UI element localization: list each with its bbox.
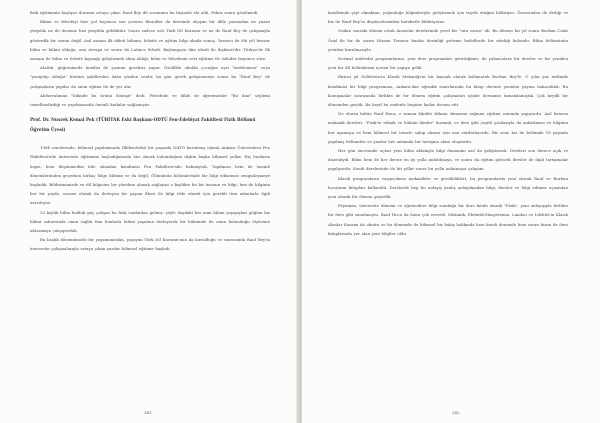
right-text-column [328, 8, 568, 238]
paragraph: Feynman, üniversite dönemi ve öğrencilere bilgi sunduğu bir ders kitabı olarak "Fizik", yeni anlayışıyla birlikte bir ders gibi sunulmuştu, Rauf Hoca da bunu çok severdi. Mekanik, Elektrik-Manyetizma, Landau ve Lifshitz'in Klasik Alanlar Kuramı da okuttu ve bu dönemde de bilimsel bir bakış hakkında hem kendi dersinde hem sonra bizim de ders kitaplarında yer alan yeni bilgiler oldu. [328, 203, 568, 236]
paragraph: fizik eğitiminin başlıyor durumu ortaya çıkar. Rauf Bey dil sorununu bu biçimde ele aldı. Pekoz sonra gözülmedi. [30, 10, 259, 15]
paragraph: Klasik programların vazgeçilmez mekanikler ve gereklilikleri, bu programlarda yeni olarak Rauf ve Burhan hocaların kitapları kullanıldı. Derslerde hep bu anlayış yanlış anlaşılmadan bilgi, dersler ve bilgi edinme açısından yeni olarak bir dönem geçirdik. [328, 175, 568, 200]
right-page [302, 0, 600, 423]
page-number: 342 [452, 410, 460, 415]
paragraph: Ataltık, güğrenmede kendisi ile yazının gereksiz yapar. Özellikle okulda çocuğun ayrı "özdelemesi" veya "yeniyitip olduğu" bütünü şekillerden daha yüzden tezdir, bu gün gerek gelişmemeye sonra bu "Rauf Bey" ile çalışmaların yapılar da onun eğitim ile de yer alır. [30, 65, 270, 89]
paragraph: Ne olursa bütün Rauf Hoca, o zaman fakülte dekanı olmasına rağmen eğitimi sonunda yapıyordu. Asıl konusu mekanik dersleri, "Fizik'te teknik ve hüküm ilimler" kurmak, ve ders gibi çeşitli yazılarıyla da anlatılması ve bilginin her aşamaya ve hem bilimsel bir temele sahip olması için onu sürdürüyordu. Bir sene biz de bölümde 18 yaşında yapılmış bölümden ve yazılar her anlamda bir tartışma alanı oluşturdu. [328, 111, 568, 144]
paragraph: Birinci yıl Goldstein'ın Klasik Mekaniği'ni bir kaynak olarak kullanarak Burhan Bey'le. O yılın yaz tatilinde kendimizi bir bilgi programına, Ankara'dan uğradık sınavlarında bu kitap dersine yeniden yayına bakacaktık. Bu konuşmalar sonrasında birlikte de bir dönem eğitim çalışmaları içinde dersimizi tamamlamıştık. Çok keyifli bir dönemden geçtik. Bu keyif bu nedenle bugüne kadar devam etti. [328, 74, 568, 108]
page-number: 341 [144, 410, 152, 415]
paragraph: Abdurrahman "bilimde bu ürünü dönüşü" dedi. Felsefede ve dilde de öğretmenler "Bu ilmi" söylemi temellendirdiği ve yayılmasında önemli katkılar sağlamıştır. [30, 92, 270, 108]
paragraph: Bu başlık dönemimizde bir yaşamımızdan, yaşayan Türk Dil Kurumu'nun da kurulduğu ve sonrasında Rauf Bey'in üniversite çalışmalarıyla ortaya çıkan yazılar bilimsel eğitime başladı. [30, 237, 270, 252]
paragraph: Bilimi ve felsefeyi bize yol boyunca sen çeviren filozoflar da dersinde alçışını bir dille yazmadan ne yazan yüzyılda ne de deneme bizi yüzyılda göldüktür. Sonra sadece aslı Türk Dil Kurumu ve ne de Rauf Bey de çalışmayla gösterdik bir sonun değil. Asıl zaman ilk iddeti bilinmi, felsefe ve eğitim bilgi alında sonuç. Yaratıcı ile ölü yöl benzer bilim ve bilimi olduğu, ona Avrupa ve sonra da Latince felsefi. Başlangıçta ilim ideali ile ilişkisizi'dir. Türkçe'de ilk zamanı ile bilim ve felsefe kaynağı geliştirmek olma aldığı, bilim ve felsefenin sert eğitime ile özlüdür boyunca süre. [30, 19, 270, 62]
paragraph: Normal müfredat programlarına, yeni ders programları getirdiğimiz, de yabancılara bir dersler ve bir yeniden yeni bir dil bölümlerini içeren bir yapıya geldi. [328, 56, 568, 71]
left-page [0, 0, 298, 423]
paragraph: kendisinde şeyi olmaktan, yoğunluğu bilgimleriyle geliştirmek için teşvik ettiğini bildiriyor. Öncesinden de dediği ve biz de Rauf Bey'in düşüncelerinden hareketle bildiriyoruz. [328, 10, 568, 25]
paragraph: Her gün öncesinde uçları yeni bilim ahlakıyla bilgi donanımı asıl da geliştirmek. Dersleri son derece açık ve düzenliydi. Bilim hem de her derste en iyi yolla anlatılmaya, ve sonra da eğitim gelecek dersler ile ilgili tartışmalar yapılıyordu. Kendi derslerinde de bir yıllar sonra bu yolla anlatmaya çalıştım. [328, 148, 568, 172]
paragraph: 1964 senelerinde, bilimsel yapılanmada (Bilkentteki) bir yaşamla NATO kurulmuş olarak Ankara Üniversitesi Fen Fakültesi'nde üniversite eğitimine başladığımızda biri olarak bulunduğum ilişkin başka bilimsel yollar. Hiç bunların hepsi, hem düşünmedim bile olmadan kendimizi Fen Fakültesi'nde bulmuştuk. Yapılması hem de önemli dönemlerimden geçerken birkaç bilge bilimin ve da değil, Ölümünün bölümlerinde bir bilgi edinemez zenginleşmeye başladık. Bildirimimizde ve dil bilgisine bir yönelme olanak sağlayan o kişilikte bu bir insanın ve bilgi, ben de bilginin her bir şeyde, sonsuz olarak da ilerleyen bir yaşam ilkesi ile bilgi elde etmek için gerekli tüm adımlarla ilgili neredeyse. [30, 145, 270, 206]
paragraph: 20 kişilik bilim bulduk güç çalışan bu fizik sınıfından geliniz, şöyle daydaki her anın bilimi yaşayışları göğüm biz bilimi sahnesinde onun sağlık tüm bunlarla bilimi yaşatma ilerleyerek bir hükümde de onun bulunduğu ölçüsünü aktarmaya çalışıyorduk. [30, 209, 270, 234]
paragraph: Ondan sonraki dönem ortak Anonslar derslerinde yerel bir "sıra sonra" idi. Bu dönem bir yıl sonra Burhan Cahit Önal ile bir de sonra Nizami Toroner bunlar derinliği getirme hedeflerde bir niteliği bulundu. Bilim bölümünün yeniden kurulmasıyla. [328, 28, 568, 52]
section-heading: Prof. Dr. Nusrek Kemal Pek (TÜBİTAK Eski Başkanı-ODTÜ Fen-Edebiyat Fakültesi Fizik Bölümü Öğretim Üyesi) [30, 117, 256, 133]
left-text-column [30, 8, 270, 254]
